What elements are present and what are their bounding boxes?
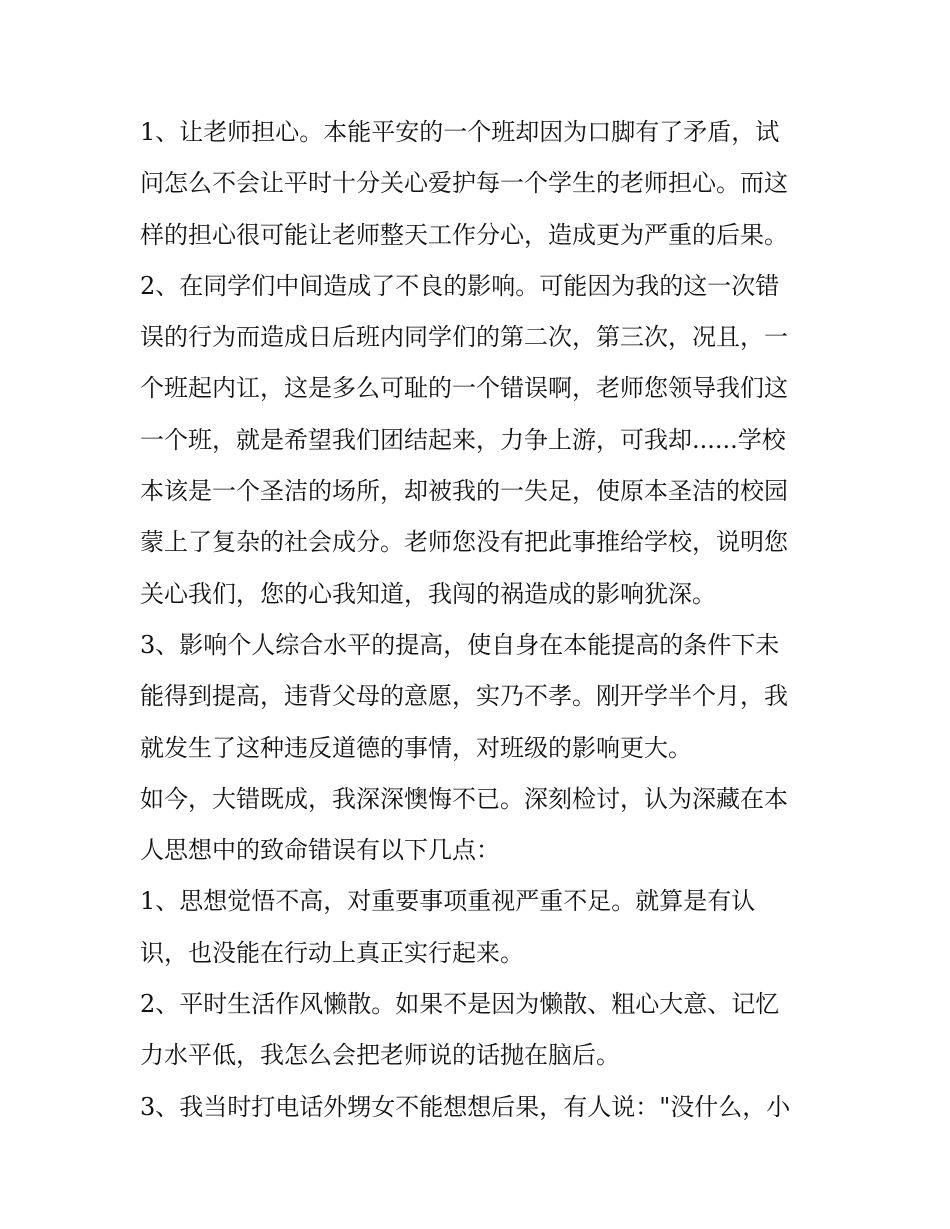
text-line-20: 3、我当时打电话外甥女不能想想后果，有人说："没什么，小 (140, 1092, 791, 1121)
text-line-18: 2、平时生活作风懒散。如果不是因为懒散、粗心大意、记忆 (140, 990, 780, 1019)
text-line-4: 2、在同学们中间造成了不良的影响。可能因为我的这一次错 (140, 271, 780, 300)
text-line-8: 本该是一个圣洁的场所，却被我的一失足，使原本圣洁的校园 (140, 477, 788, 506)
text-line-5: 误的行为而造成日后班内同学们的第二次，第三次，况且，一 (140, 323, 788, 352)
text-line-13: 就发生了这种违反道德的事情，对班级的影响更大。 (140, 733, 692, 762)
text-line-16: 1、思想觉悟不高，对重要事项重视严重不足。就算是有认 (140, 887, 756, 916)
text-line-11: 3、影响个人综合水平的提高，使自身在本能提高的条件下未 (140, 630, 780, 659)
document-body (140, 107, 820, 1133)
text-line-6: 个班起内讧，这是多么可耻的一个错误啊，老师您领导我们这 (140, 374, 788, 403)
text-line-1: 1、让老师担心。本能平安的一个班却因为口脚有了矛盾，试 (140, 118, 780, 146)
text-line-15: 人思想中的致命错误有以下几点： (140, 836, 500, 865)
text-line-9: 蒙上了复杂的社会成分。老师您没有把此事推给学校，说明您 (140, 528, 788, 557)
text-line-10: 关心我们，您的心我知道，我闯的祸造成的影响犹深。 (140, 579, 716, 608)
text-line-3: 样的担心很可能让老师整天工作分心，造成更为严重的后果。 (140, 220, 788, 249)
text-line-14: 如今，大错既成，我深深懊悔不已。深刻检讨，认为深藏在本 (140, 784, 788, 813)
text-line-17: 识，也没能在行动上真正实行起来。 (140, 938, 524, 967)
text-line-2: 问怎么不会让平时十分关心爱护每一个学生的老师担心。而这 (140, 169, 788, 198)
text-line-7: 一个班，就是希望我们团结起来，力争上游，可我却......学校 (140, 425, 786, 454)
text-line-12: 能得到提高，违背父母的意愿，实乃不孝。刚开学半个月，我 (140, 682, 788, 711)
text-line-19: 力水平低，我怎么会把老师说的话抛在脑后。 (140, 1041, 620, 1070)
